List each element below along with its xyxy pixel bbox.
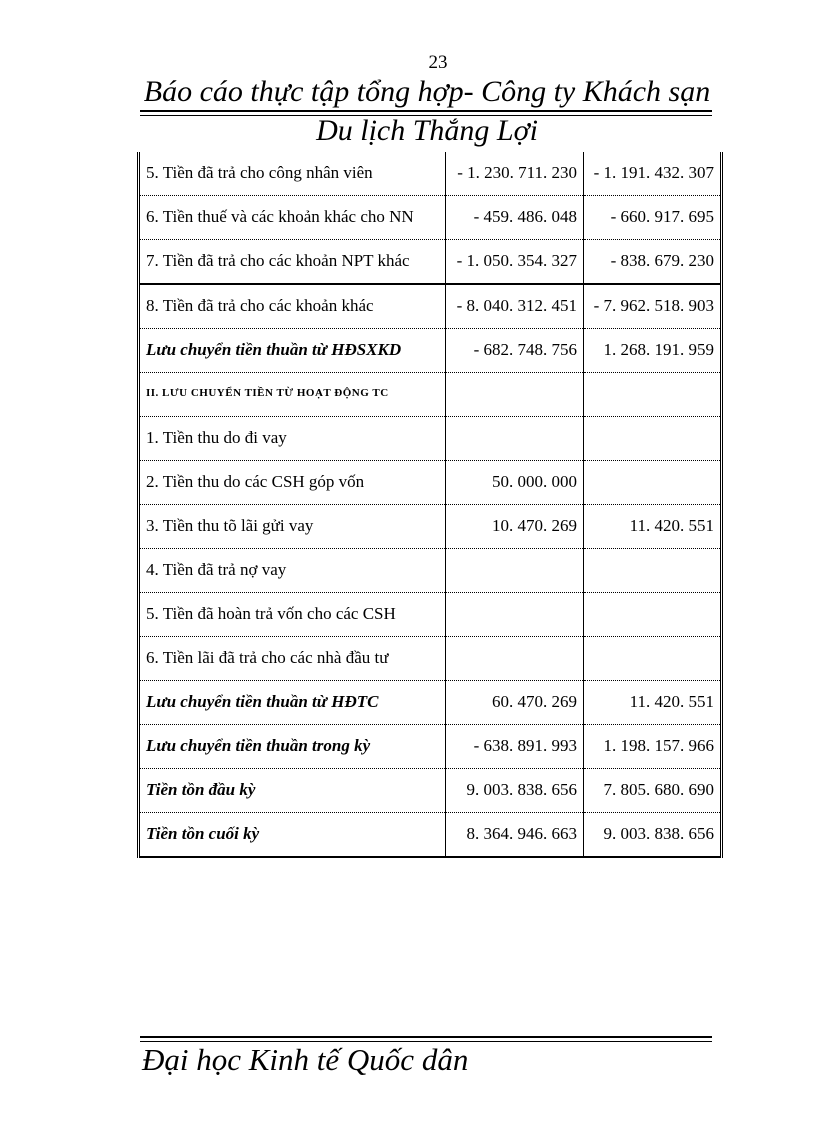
row-label: 6. Tiền thuế và các khoản khác cho NN [139,196,446,240]
table-row [139,637,722,681]
current-period-value [446,637,584,681]
row-label: II. LƯU CHUYỂN TIỀN TỪ HOẠT ĐỘNG TC [139,373,446,417]
table-row [139,417,722,461]
row-label: Lưu chuyển tiền thuần trong kỳ [139,725,446,769]
row-label: Tiền tồn cuối kỳ [139,813,446,858]
current-period-value: - 1. 050. 354. 327 [446,240,584,285]
page-number: 23 [428,52,448,73]
current-period-value: 50. 000. 000 [446,461,584,505]
row-label: 4. Tiền đã trả nợ vay [139,549,446,593]
cash-flow-table [137,152,723,858]
prior-period-value [584,461,722,505]
table-row [139,769,722,813]
table-row [139,813,722,858]
prior-period-value: 1. 268. 191. 959 [584,329,722,373]
current-period-value: - 8. 040. 312. 451 [446,284,584,329]
row-label: 5. Tiền đã hoàn trả vốn cho các CSH [139,593,446,637]
current-period-value: 8. 364. 946. 663 [446,813,584,858]
current-period-value [446,417,584,461]
row-label: 5. Tiền đã trả cho công nhân viên [139,152,446,196]
table-row [139,284,722,329]
header-subtitle [140,113,714,149]
table-row [139,505,722,549]
prior-period-value [584,417,722,461]
row-label: 1. Tiền thu do đi vay [139,417,446,461]
cash-flow-table-body [139,152,722,857]
prior-period-value [584,373,722,417]
row-label: Lưu chuyển tiền thuần từ HĐTC [139,681,446,725]
current-period-value: 60. 470. 269 [446,681,584,725]
current-period-value: - 1. 230. 711. 230 [446,152,584,196]
prior-period-value [584,593,722,637]
current-period-value [446,549,584,593]
row-label: Lưu chuyển tiền thuần từ HĐSXKD [139,329,446,373]
current-period-value: 9. 003. 838. 656 [446,769,584,813]
row-label: 8. Tiền đã trả cho các khoản khác [139,284,446,329]
row-label: 6. Tiền lãi đã trả cho các nhà đầu tư [139,637,446,681]
header-title-line-1: Báo cáo thực tập tổng hợp- Công ty Khách sạn [143,75,711,108]
prior-period-value: 9. 003. 838. 656 [584,813,722,858]
prior-period-value: 11. 420. 551 [584,681,722,725]
prior-period-value: 1. 198. 157. 966 [584,725,722,769]
current-period-value [446,373,584,417]
table-row [139,549,722,593]
prior-period-value [584,637,722,681]
prior-period-value: - 838. 679. 230 [584,240,722,285]
table-row [139,373,722,417]
table-row [139,152,722,196]
header-title-line-2: Du lịch Thắng Lợi [316,114,538,147]
row-label: 7. Tiền đã trả cho các khoản NPT khác [139,240,446,285]
prior-period-value [584,549,722,593]
current-period-value: - 682. 748. 756 [446,329,584,373]
table-row [139,196,722,240]
document-header [140,74,714,110]
table-row [139,461,722,505]
table-row [139,240,722,285]
current-period-value: - 459. 486. 048 [446,196,584,240]
row-label: 3. Tiền thu tõ lãi gửi vay [139,505,446,549]
prior-period-value: - 7. 962. 518. 903 [584,284,722,329]
table-row [139,329,722,373]
current-period-value [446,593,584,637]
prior-period-value: - 1. 191. 432. 307 [584,152,722,196]
footer-text: Đại học Kinh tế Quốc dân [142,1042,469,1077]
row-label: Tiền tồn đầu kỳ [139,769,446,813]
prior-period-value: - 660. 917. 695 [584,196,722,240]
prior-period-value: 7. 805. 680. 690 [584,769,722,813]
current-period-value: 10. 470. 269 [446,505,584,549]
row-label: 2. Tiền thu do các CSH góp vốn [139,461,446,505]
current-period-value: - 638. 891. 993 [446,725,584,769]
table-row [139,681,722,725]
table-row [139,593,722,637]
prior-period-value: 11. 420. 551 [584,505,722,549]
table-row [139,725,722,769]
